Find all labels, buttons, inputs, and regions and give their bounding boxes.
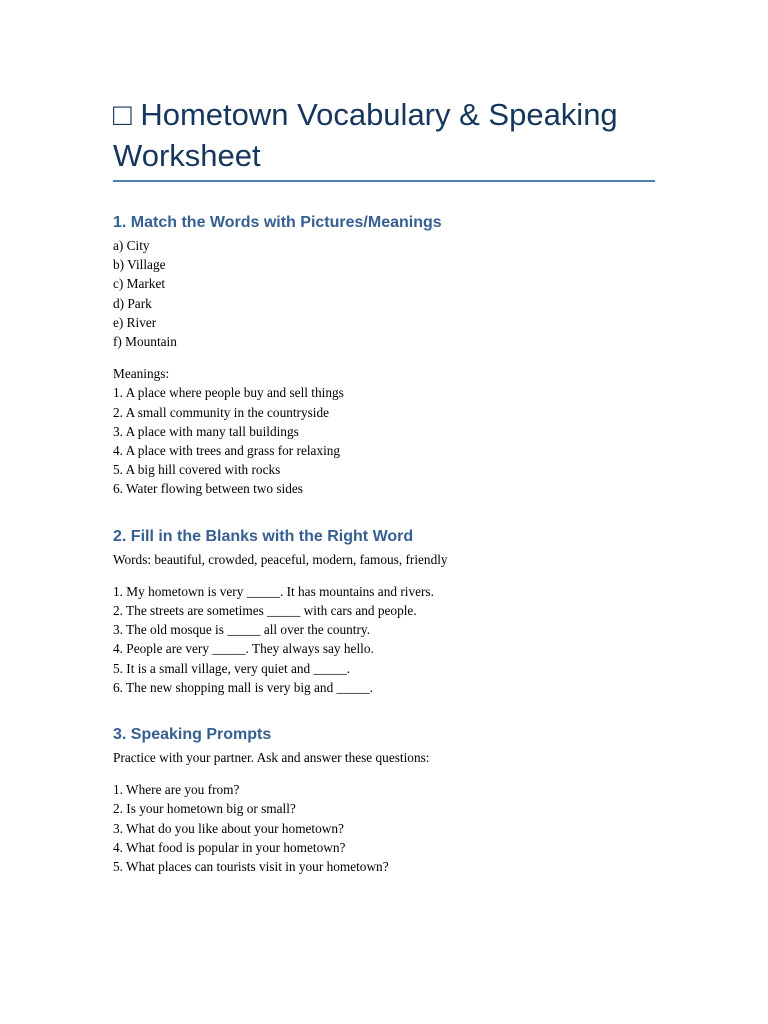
speaking-prompt: 1. Where are you from? [113, 782, 240, 798]
vocabulary-word: a) City [113, 238, 150, 253]
speaking-prompt: 3. What do you like about your hometown? [113, 820, 344, 836]
meaning-item: 4. A place with trees and grass for relaxing [113, 443, 341, 459]
fill-blank-sentence: 3. The old mosque is _____ all over the country. [113, 622, 371, 638]
meanings-label: Meanings: [113, 366, 170, 382]
section-fill-blanks [113, 527, 655, 697]
section-2-heading: 2. Fill in the Blanks with the Right Word [113, 527, 414, 545]
section-3-heading: 3. Speaking Prompts [113, 726, 272, 744]
vocabulary-word: b) Village [113, 257, 166, 273]
vocabulary-word-list [113, 236, 655, 351]
word-bank: Words: beautiful, crowded, peaceful, modern, famous, friendly [113, 551, 448, 567]
document-content [113, 94, 655, 876]
section-1-heading: 1. Match the Words with Pictures/Meanings [113, 214, 442, 231]
fill-blank-sentence: 6. The new shopping mall is very big and _____. [113, 679, 374, 695]
meanings-list [113, 383, 655, 498]
section-speaking-prompts [113, 725, 655, 876]
speaking-prompt-list [113, 780, 655, 876]
speaking-prompt: 2. Is your hometown big or small? [113, 801, 296, 817]
speaking-prompt: 4. What food is popular in your hometown? [113, 839, 346, 855]
fill-blank-sentence: 4. People are very _____. They always say hello. [113, 641, 374, 657]
vocabulary-word: e) River [113, 314, 157, 330]
meaning-item: 1. A place where people buy and sell things [113, 385, 344, 401]
meaning-item: 3. A place with many tall buildings [113, 423, 299, 439]
vocabulary-word: f) Mountain [113, 334, 177, 350]
section-match-words [113, 213, 655, 499]
meaning-item: 5. A big hill covered with rocks [113, 462, 281, 478]
vocabulary-word: c) Market [113, 276, 166, 292]
speaking-prompt: 5. What places can tourists visit in your hometown? [113, 859, 389, 875]
fill-blank-sentence: 1. My hometown is very _____. It has mountains and rivers. [113, 583, 434, 599]
fill-blank-sentence: 2. The streets are sometimes _____ with cars and people. [113, 603, 417, 619]
fill-blank-sentence: 5. It is a small village, very quiet and _____. [113, 660, 351, 676]
document-title: □ Hometown Vocabulary & Speaking Worksheet [113, 97, 618, 173]
title-divider [113, 180, 655, 182]
meaning-item: 2. A small community in the countryside [113, 404, 330, 420]
meaning-item: 6. Water flowing between two sides [113, 481, 303, 497]
speaking-intro: Practice with your partner. Ask and answer these questions: [113, 750, 430, 766]
vocabulary-word: d) Park [113, 295, 152, 311]
fill-blank-sentence-list [113, 582, 655, 697]
